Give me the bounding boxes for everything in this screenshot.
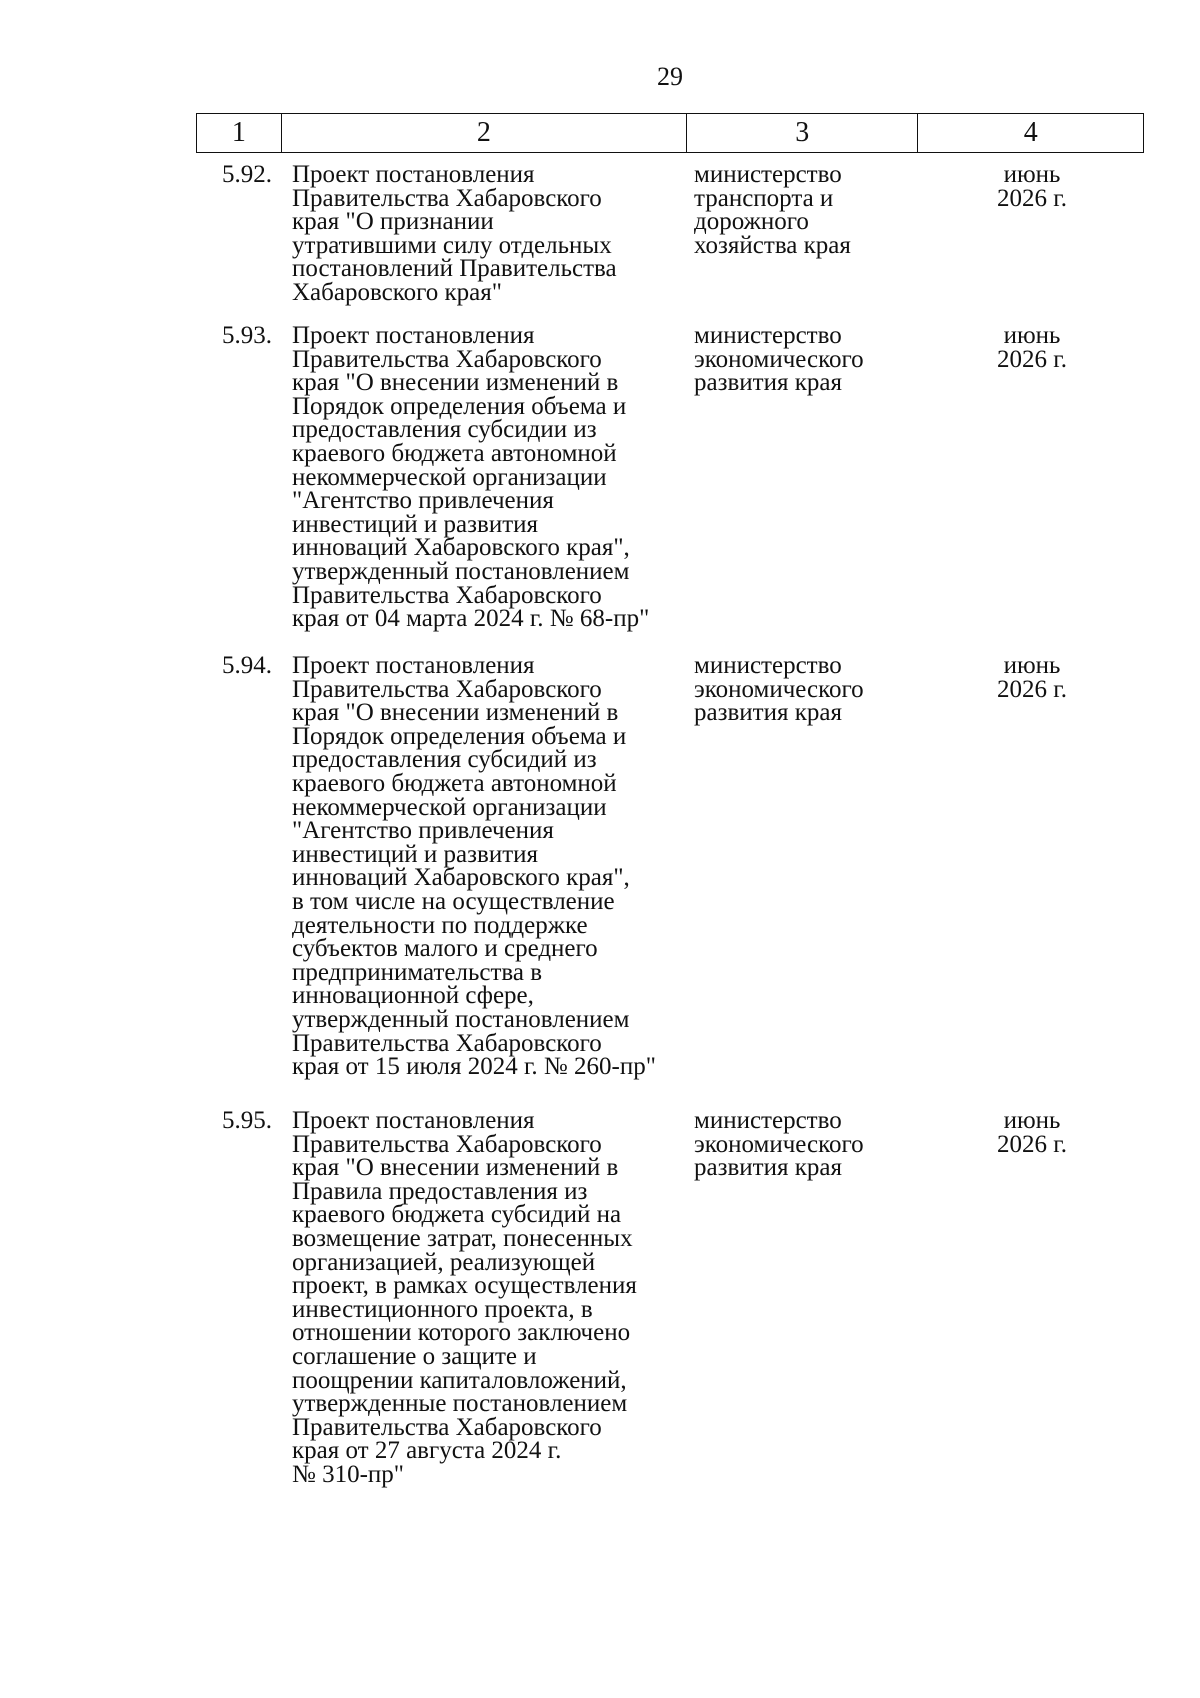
row-deadline: июнь 2026 г. [997, 1107, 1067, 1158]
row-department: министерство экономического развития края [694, 652, 864, 727]
row-department: министерство транспорта и дорожного хозяйства края [694, 161, 851, 259]
row-number: 5.92. [222, 161, 272, 188]
row-number: 5.95. [222, 1107, 272, 1134]
header-col-3: 3 [687, 114, 919, 152]
header-col-4: 4 [1023, 117, 1038, 148]
page-number: 29 [657, 62, 683, 91]
row-title: Проект постановления Правительства Хабаровского края "О внесении изменений в Порядок определения объема и предоставления субсидии из краевого бюджета автономной некоммерческой организации "Агентство привлечения инвестиций и развития инноваций Хабаровского края", утвержденный постановлением Правительства Хабаровского края от 04 марта 2024 г. № 68-пр" [292, 322, 650, 633]
header-col-2: 2 [282, 114, 687, 152]
row-department: министерство экономического развития края [694, 322, 864, 397]
table-row [196, 1109, 1156, 1529]
row-title: Проект постановления Правительства Хабаровского края "О признании утратившими силу отдельных постановлений Правительства Хабаровского края" [292, 161, 617, 306]
row-deadline: июнь 2026 г. [997, 652, 1067, 703]
row-number: 5.94. [222, 652, 272, 679]
header-col-1: 1 [197, 114, 282, 152]
row-number: 5.93. [222, 322, 272, 349]
table-row [196, 163, 1156, 324]
table-row [196, 654, 1156, 1109]
table-row [196, 324, 1156, 654]
row-title: Проект постановления Правительства Хабаровского края "О внесении изменений в Правила предоставления из краевого бюджета субсидий на возмещение затрат, понесенных организацией, реализующей проект, в рамках осуществления инвестиционного проекта, в отношении которого заключено соглашение о защите и поощрении капиталовложений, утвержденные постановлением Правительства Хабаровского края от 27 августа 2024 г. № 310-пр" [292, 1107, 637, 1488]
row-deadline: июнь 2026 г. [997, 161, 1067, 212]
table-body [196, 163, 1156, 1529]
row-deadline: июнь 2026 г. [997, 322, 1067, 373]
row-department: министерство экономического развития края [694, 1107, 864, 1182]
row-title: Проект постановления Правительства Хабаровского края "О внесении изменений в Порядок определения объема и предоставления субсидий из краевого бюджета автономной некоммерческой организации "Агентство привлечения инвестиций и развития инноваций Хабаровского края", в том числе на осуществление деятельности по поддержке субъектов малого и среднего предпринимательства в инновационной сфере, утвержденный постановлением Правительства Хабаровского края от 15 июля 2024 г. № 260-пр" [292, 652, 656, 1081]
table-header [196, 113, 1144, 153]
